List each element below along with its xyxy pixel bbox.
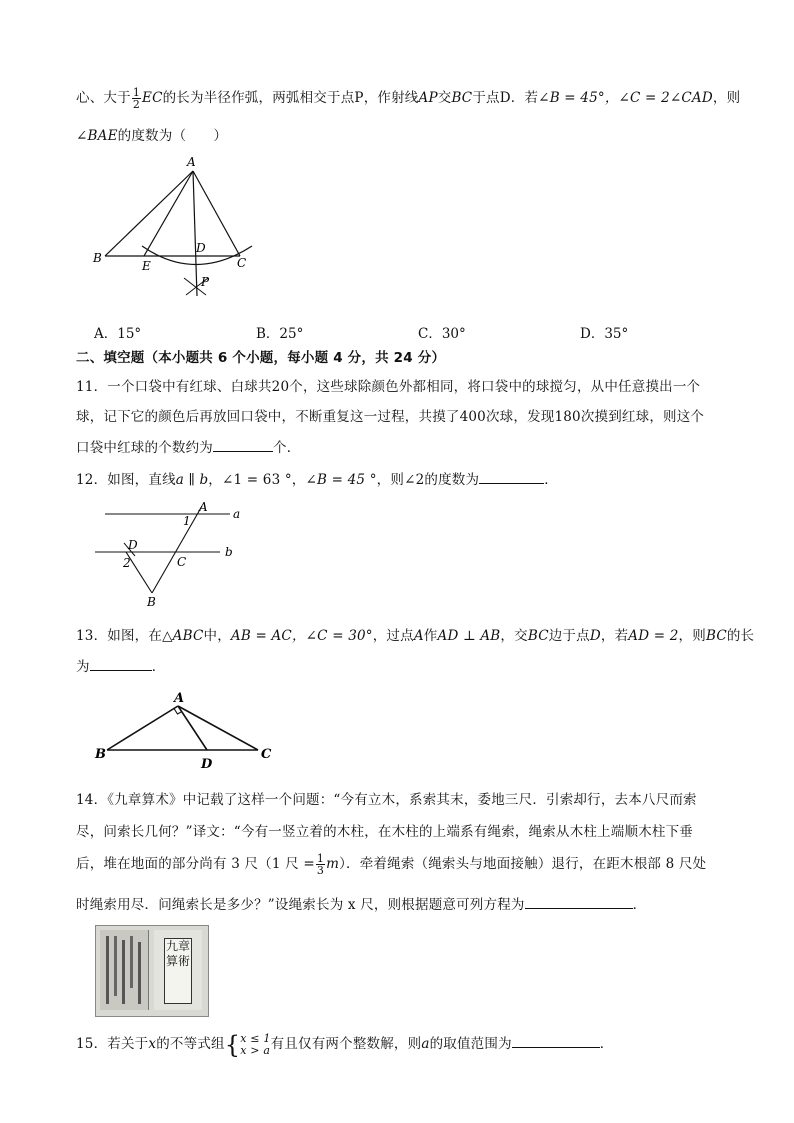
frac-den: 3	[316, 864, 325, 877]
brace-icon: {	[224, 1030, 241, 1059]
label-b: B	[95, 747, 106, 762]
q13-math: AB = AC，∠C = 30°	[230, 628, 373, 644]
frac-num: 1	[132, 86, 141, 99]
q14-line1: 14．《九章算术》中记载了这样一个问题：“今有立木，系索其末，委地三尺．引索却行，去本八尺而索	[76, 792, 697, 808]
line-ae	[144, 171, 193, 256]
q10-text: 的度数为（ ）	[117, 128, 228, 144]
frac-den: 2	[132, 98, 141, 111]
q13-text: ，若	[600, 628, 629, 644]
book-right-page	[154, 930, 202, 1010]
q13-math: BC	[527, 628, 549, 644]
label-c: C	[177, 555, 187, 569]
q15-line	[76, 1032, 613, 1057]
q15-text: 的取值范围为	[429, 1036, 512, 1052]
q13-text: ．	[151, 659, 166, 675]
q12-answer-blank[interactable]	[479, 471, 544, 484]
q12-math: B = 45 °	[317, 472, 377, 488]
line-ab	[105, 171, 193, 256]
inequality-1: x ≤ 1	[240, 1031, 271, 1045]
q13-math: BC	[705, 628, 727, 644]
q11-text: 口袋中红球的个数约为	[76, 440, 213, 456]
q13-text: ，交	[500, 628, 528, 644]
q11-line2: 球，记下它的颜色后再放回口袋中，不断重复这一过程，共摸了400次球，发现180次摸到红球，则这个	[76, 409, 705, 425]
inequality-system	[240, 1033, 270, 1057]
q13-answer-blank[interactable]	[90, 658, 152, 671]
q13-math: D	[589, 628, 601, 644]
q15-text: ．	[599, 1036, 614, 1052]
q13-math: AD = 2	[628, 628, 679, 644]
q10-math: EC	[142, 90, 163, 106]
q12-text: 12．如图，直线	[76, 472, 176, 488]
label-p: P	[201, 275, 210, 289]
q15-text: 有且仅有两个整数解，则	[270, 1036, 422, 1052]
q10-text: 交	[437, 90, 452, 106]
q10-text: 的长为半径作弧，两弧相交于点P，作射线	[162, 90, 419, 106]
q13-math: △ABC	[162, 628, 204, 644]
label-c: C	[237, 256, 247, 270]
q13-text: 为	[76, 659, 90, 675]
label-angle-1: 1	[183, 514, 191, 528]
q15-text: 15．若关于	[76, 1036, 149, 1052]
line-ap	[193, 171, 197, 296]
q14-text: 后，堆在地面的部分尚有 3 尺（1 尺 =	[76, 856, 315, 872]
q13-text: 边于点	[548, 628, 590, 644]
q14-text: ．	[632, 897, 647, 913]
q11-text: 个．	[273, 440, 301, 456]
label-a: A	[199, 500, 208, 514]
side-ab	[107, 706, 178, 750]
q13-math: A	[413, 628, 424, 644]
q13-line2	[76, 655, 165, 675]
q10-figure	[80, 150, 280, 305]
inequality-2: x > a	[240, 1043, 271, 1057]
q11-answer-blank[interactable]	[213, 439, 273, 452]
q14-line2: 尽，问索长几何？”译文：“今有一竖立着的木柱，在木柱的上端系有绳索，绳索从木柱上端顺木柱下垂	[76, 824, 694, 840]
book-photo	[95, 925, 209, 1017]
q13-figure	[90, 688, 290, 773]
side-ac	[178, 706, 258, 750]
q13-math: AD ⊥ AB	[437, 628, 501, 644]
q10-math: ∠BAE	[76, 128, 118, 144]
q14-math: m	[326, 856, 340, 872]
q13-text: 作	[423, 628, 438, 644]
q15-text: 的不等式组	[156, 1036, 225, 1052]
book-title: 九章算術	[164, 938, 192, 1004]
q14-text: 时绳索用尽．问绳索长是多少？”设绳索长为 x 尺，则根据题意可列方程为	[76, 897, 525, 913]
label-b: B	[147, 595, 156, 609]
transversal	[152, 506, 202, 593]
option-c[interactable]: C．30°	[418, 326, 466, 342]
fraction-half	[132, 87, 141, 110]
label-line-b: b	[225, 545, 233, 559]
book-left-page	[100, 930, 149, 1010]
label-e: E	[142, 259, 151, 273]
q12-text: ．	[544, 472, 558, 488]
label-line-a: a	[233, 507, 241, 521]
q12-figure	[90, 496, 260, 611]
q10-text: 于点D．若∠	[472, 90, 550, 106]
section-title: 二、填空题（本小题共 6 个小题，每小题 4 分，共 24 分）	[76, 350, 446, 366]
option-b[interactable]: B．25°	[256, 326, 304, 342]
label-d: D	[201, 757, 213, 772]
q14-line3	[76, 852, 706, 876]
label-c: C	[261, 747, 272, 762]
q10-math: BC	[451, 90, 473, 106]
q15-math: x	[148, 1036, 157, 1052]
q12-line	[76, 468, 558, 488]
q10-math: B = 45°，∠C = 2∠CAD	[549, 90, 713, 106]
q10-line1	[76, 86, 740, 110]
label-a: A	[174, 691, 185, 706]
q10-text: 心、大于	[76, 90, 131, 106]
q13-text: 中，	[203, 628, 231, 644]
q10-line2	[76, 124, 227, 144]
label-a: A	[187, 155, 196, 169]
q14-answer-blank[interactable]	[525, 896, 633, 909]
q12-math: a ∥ b	[175, 472, 209, 488]
fraction-third	[316, 853, 325, 876]
label-d: D	[196, 241, 206, 255]
q12-text: ，则∠2的度数为	[376, 472, 480, 488]
q11-line3	[76, 436, 300, 456]
q14-text: ）．牵着绳索（绳索头与地面接触）退行，在距木根部 8 尺处	[339, 856, 707, 872]
q13-line1	[76, 624, 754, 644]
label-b: B	[93, 251, 102, 265]
label-d: D	[128, 538, 138, 552]
q10-text: ，则	[712, 90, 741, 106]
q13-text: 的长	[726, 628, 755, 644]
label-angle-2: 2	[123, 556, 131, 570]
q14-line4	[76, 893, 646, 913]
q10-math: AP	[418, 90, 438, 106]
q15-answer-blank[interactable]	[512, 1035, 600, 1048]
q12-text: ，∠1 = 63 °，∠	[208, 472, 318, 488]
q11-line1: 11．一个口袋中有红球、白球共20个，这些球除颜色外都相同，将口袋中的球搅匀，从中任意摸出一个	[76, 379, 701, 395]
option-a[interactable]: A．15°	[94, 326, 142, 342]
q15-math: a	[421, 1036, 430, 1052]
option-d[interactable]: D．35°	[580, 326, 629, 342]
segment-ad	[178, 706, 207, 750]
frac-num: 1	[316, 852, 325, 865]
q13-text: ，过点	[372, 628, 414, 644]
q13-text: ，则	[678, 628, 706, 644]
q13-text: 13．如图，在	[76, 628, 163, 644]
